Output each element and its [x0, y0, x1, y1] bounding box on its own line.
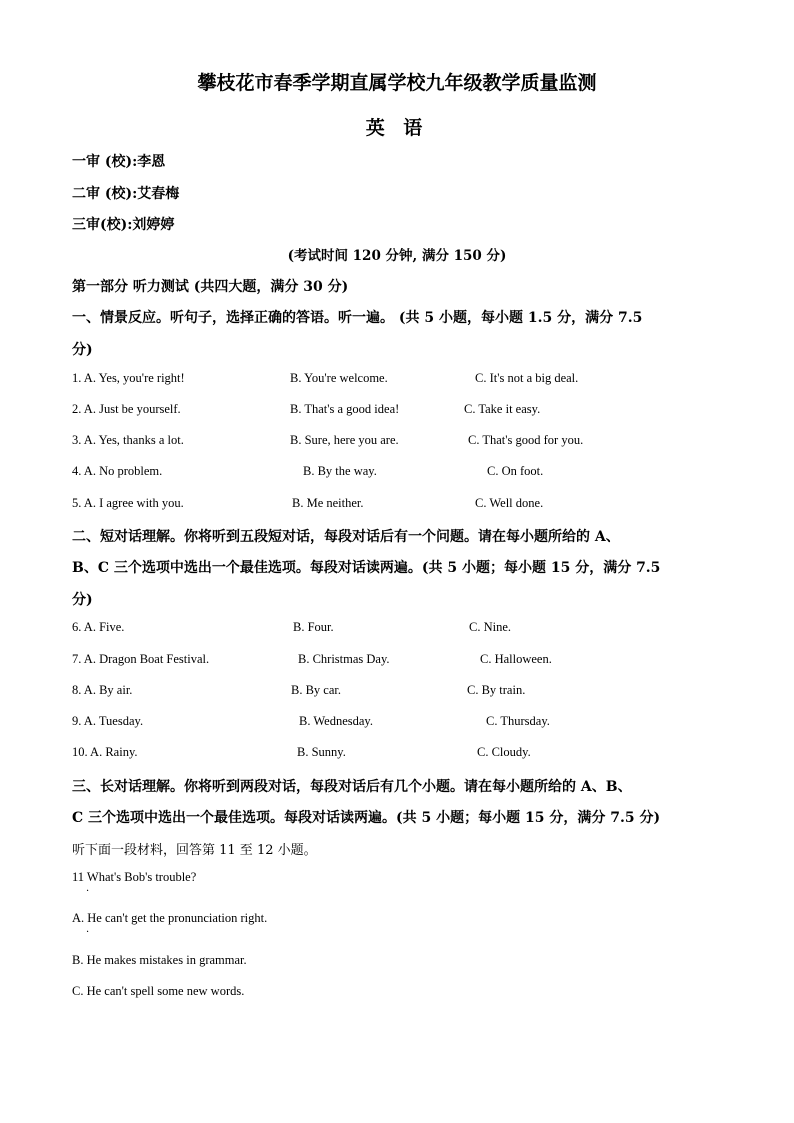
option-a: 7. A. Dragon Boat Festival.: [72, 652, 210, 666]
section1-instructions-line1: 一、情景反应。听句子，选择正确的答语。听一遍。 (共 5 小题，每小题 1.5 分，满分 7.5: [72, 310, 643, 326]
option-a: 4. A. No problem.: [72, 464, 163, 478]
question-row: [72, 496, 722, 514]
option-c: C. Nine.: [469, 620, 512, 634]
option-a: 2. A. Just be yourself.: [72, 402, 181, 416]
question-row: [72, 371, 722, 389]
option-b: B. By car.: [291, 683, 341, 697]
question-11-option-c: C. He can't spell some new words.: [72, 984, 245, 998]
option-c: C. Cloudy.: [477, 745, 531, 759]
section3-instructions-line1: 三、长对话理解。你将听到两段对话，每段对话后有几个小题。请在每小题所给的 A、B、: [72, 779, 632, 795]
option-a: 10. A. Rainy.: [72, 745, 138, 759]
part-one-heading: 第一部分 听力测试 (共四大题，满分 30 分): [72, 279, 349, 295]
reviewer-1: 一审 (校):李恩: [72, 154, 166, 170]
option-b: B. That's a good idea!: [290, 402, 400, 416]
option-b: B. Wednesday.: [299, 714, 373, 728]
option-c: C. Well done.: [475, 496, 544, 510]
subject-title: 英 语: [365, 117, 429, 139]
option-c: C. Thursday.: [486, 714, 550, 728]
reviewer-2: 二审 (校):艾春梅: [72, 186, 180, 202]
dot-mark: ·: [86, 927, 90, 938]
option-a: 3. A. Yes, thanks a lot.: [72, 433, 184, 447]
question-row: [72, 402, 722, 420]
option-c: C. Take it easy.: [464, 402, 541, 416]
option-b: B. You're welcome.: [290, 371, 388, 385]
option-a: 6. A. Five.: [72, 620, 125, 634]
question-row: [72, 433, 722, 451]
option-c: C. That's good for you.: [468, 433, 584, 447]
option-a: 9. A. Tuesday.: [72, 714, 144, 728]
question-row: [72, 620, 722, 638]
question-11-option-b: B. He makes mistakes in grammar.: [72, 953, 247, 967]
dot-mark: ·: [86, 886, 90, 897]
option-a: 1. A. Yes, you're right!: [72, 371, 185, 385]
option-c: C. By train.: [467, 683, 526, 697]
option-b: B. Sunny.: [297, 745, 346, 759]
reviewer-3: 三审(校):刘婷婷: [72, 217, 175, 233]
exam-info: (考试时间 120 分钟, 满分 150 分): [287, 248, 507, 264]
section3-instructions-line2: C 三个选项中选出一个最佳选项。每段对话读两遍。(共 5 小题；每小题 15 分，满分 7.5 分): [72, 810, 661, 826]
option-c: C. Halloween.: [480, 652, 552, 666]
section2-instructions-line3: 分): [72, 592, 93, 608]
option-b: B. Me neither.: [292, 496, 364, 510]
exam-title: 攀枝花市春季学期直属学校九年级教学质量监测: [197, 72, 597, 94]
option-b: B. Four.: [293, 620, 334, 634]
option-a: 8. A. By air.: [72, 683, 133, 697]
section3-listening-instruction: 听下面一段材料，回答第 11 至 12 小题。: [72, 843, 317, 858]
option-c: C. On foot.: [487, 464, 544, 478]
question-11-option-a: A. He can't get the pronunciation right.: [72, 911, 268, 925]
option-b: B. Sure, here you are.: [290, 433, 399, 447]
option-c: C. It's not a big deal.: [475, 371, 579, 385]
option-b: B. By the way.: [303, 464, 377, 478]
option-a: 5. A. I agree with you.: [72, 496, 184, 510]
question-row: [72, 745, 722, 763]
question-11: 11 What's Bob's trouble?: [72, 870, 197, 884]
question-row: [72, 464, 722, 482]
question-row: [72, 652, 722, 670]
question-row: [72, 714, 722, 732]
question-row: [72, 683, 722, 701]
section2-instructions-line1: 二、短对话理解。你将听到五段短对话，每段对话后有一个问题。请在每小题所给的 A、: [72, 529, 620, 545]
option-b: B. Christmas Day.: [298, 652, 390, 666]
section1-instructions-line2: 分): [72, 342, 93, 358]
section2-instructions-line2: B、C 三个选项中选出一个最佳选项。每段对话读两遍。(共 5 小题；每小题 15 分，满分 7.5: [72, 560, 661, 576]
